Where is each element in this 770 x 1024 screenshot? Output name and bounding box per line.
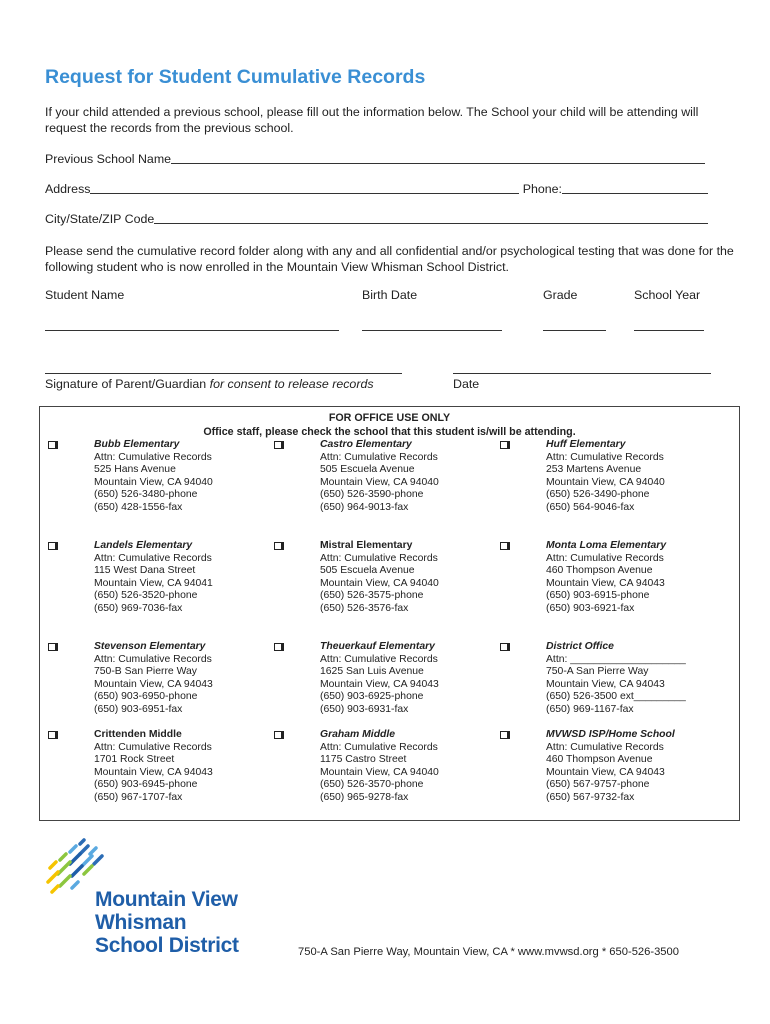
office-subheading: Office staff, please check the school that this student is/will be attending. [203,426,576,438]
school-checkbox[interactable] [48,643,56,654]
school-detail-line: Attn: Cumulative Records [94,552,212,564]
school-detail-line: (650) 965-9278-fax [320,791,409,803]
school-detail-line: (650) 969-7036-fax [94,602,183,614]
school-entry [94,540,213,616]
checkbox-icon [48,542,56,550]
school-name: Mistral Elementary [320,540,413,551]
school-detail-line: Mountain View, CA 94043 [546,577,665,589]
grade-field[interactable] [543,330,606,331]
school-name: Theuerkauf Elementary [320,641,435,652]
school-name: District Office [546,641,614,652]
address-label: Address [45,182,91,196]
school-name: Huff Elementary [546,439,626,450]
office-heading: FOR OFFICE USE ONLY [328,412,451,424]
school-detail-line: Mountain View, CA 94040 [320,577,439,589]
school-year-label: School Year [634,288,701,302]
school-detail-line: (650) 969-1167-fax [546,703,634,715]
school-detail-line: (650) 903-6950-phone [94,691,198,703]
school-detail-line: Attn: Cumulative Records [320,552,438,564]
school-checkbox[interactable] [500,731,508,742]
school-detail-line: (650) 526-3576-fax [320,602,409,614]
school-detail-line: Mountain View, CA 94040 [546,476,665,488]
signature-label-main: Signature of Parent/Guardian [45,377,210,391]
address-row [45,182,708,196]
school-name: Stevenson Elementary [94,641,206,652]
school-checkbox[interactable] [48,441,56,452]
school-entry [320,439,439,515]
phone-label: Phone: [522,182,562,196]
checkbox-icon [274,542,282,550]
date-label: Date [453,377,480,391]
office-use-box [39,406,740,821]
school-detail-line: Attn: Cumulative Records [320,451,438,463]
checkbox-icon [48,441,56,449]
school-name: Landels Elementary [94,540,193,551]
school-detail-line: Mountain View, CA 94040 [320,766,439,778]
school-detail-line: Mountain View, CA 94043 [546,678,665,690]
school-detail-line: (650) 526-3575-phone [320,590,424,602]
birth-date-field[interactable] [362,330,502,331]
school-checkbox[interactable] [500,542,508,553]
school-entry [320,729,439,805]
school-checkbox[interactable] [274,731,282,742]
school-checkbox[interactable] [48,542,56,553]
school-name: Monta Loma Elementary [546,540,667,551]
checkbox-icon [500,731,508,739]
school-detail-line: (650) 903-6921-fax [546,602,635,614]
school-detail-line: (650) 526-3570-phone [320,779,424,791]
school-detail-line: Mountain View, CA 94043 [94,766,213,778]
school-detail-line: Attn: Cumulative Records [546,741,664,753]
school-detail-line: 750-B San Pierre Way [94,666,197,678]
school-detail-line: 505 Escuela Avenue [320,464,415,476]
city-state-zip-label: City/State/ZIP Code [45,212,155,226]
birth-date-label: Birth Date [362,288,418,302]
school-checkbox[interactable] [48,731,56,742]
school-detail-line: (650) 564-9046-fax [546,501,635,513]
address-field[interactable] [90,193,518,194]
school-detail-line: 1701 Rock Street [94,754,175,766]
school-checkbox[interactable] [274,542,282,553]
school-detail-line: Mountain View, CA 94041 [94,577,213,589]
school-checkbox[interactable] [500,441,508,452]
school-detail-line: Attn: Cumulative Records [320,653,438,665]
school-entry [546,641,686,717]
checkbox-icon [48,643,56,651]
page-title: Request for Student Cumulative Records [45,66,426,88]
school-detail-line: (650) 964-9013-fax [320,501,409,513]
city-state-zip-field[interactable] [154,223,708,224]
school-detail-line: 460 Thompson Avenue [546,565,653,577]
previous-school-row [45,152,705,166]
school-detail-line: (650) 526-3520-phone [94,590,198,602]
city-row [45,212,708,226]
school-year-field[interactable] [634,330,704,331]
school-detail-line: (650) 526-3480-phone [94,489,198,501]
date-field[interactable] [453,373,711,374]
signature-label-consent: for consent to release records [209,377,374,391]
checkbox-icon [48,731,56,739]
school-name: Crittenden Middle [94,729,182,740]
intro-text: If your child attended a previous school, please fill out the information below. The School your child will be attending will request the records from the previous school. [45,105,699,135]
school-detail-line: Attn: Cumulative Records [94,741,212,753]
school-detail-line: Mountain View, CA 94043 [94,678,213,690]
phone-field[interactable] [562,193,708,194]
school-entry [320,641,439,717]
school-detail-line: (650) 567-9732-fax [546,791,635,803]
school-detail-line: (650) 567-9757-phone [546,779,650,791]
school-detail-line: 115 West Dana Street [94,565,196,577]
school-entry [546,439,665,515]
school-entry [94,641,213,717]
district-logo-text [95,888,239,957]
school-detail-line: 525 Hans Avenue [94,464,176,476]
school-detail-line: 1625 San Luis Avenue [320,666,424,678]
school-detail-line: (650) 903-6951-fax [94,703,183,715]
school-entry [320,540,439,616]
checkbox-icon [274,441,282,449]
student-name-field[interactable] [45,330,339,331]
school-detail-line: Attn: ____________________ [546,653,686,665]
school-entry [94,729,213,805]
school-detail-line: (650) 967-1707-fax [94,791,183,803]
school-detail-line: (650) 428-1556-fax [94,501,183,513]
previous-school-field[interactable] [171,163,705,164]
school-detail-line: Attn: Cumulative Records [320,741,438,753]
request-text: Please send the cumulative record folder along with any and all confidential and/or psychological testing that was done for the following student who is now enrolled in the Mountain View Whisman School District. [45,244,734,274]
checkbox-icon [500,542,508,550]
school-detail-line: (650) 903-6925-phone [320,691,424,703]
school-detail-line: 750-A San Pierre Way [546,666,649,678]
logo-line-3: School District [95,934,239,957]
school-detail-line: (650) 526-3500 ext_________ [546,691,686,703]
school-detail-line: Mountain View, CA 94040 [320,476,439,488]
footer-address: 750-A San Pierre Way, Mountain View, CA * www.mvwsd.org * 650-526-3500 [298,946,679,958]
school-detail-line: 1175 Castro Street [320,754,407,766]
school-detail-line: Attn: Cumulative Records [94,451,212,463]
school-checkbox[interactable] [274,441,282,452]
school-entry [546,540,666,616]
school-detail-line: Mountain View, CA 94043 [320,678,439,690]
school-detail-line: Mountain View, CA 94040 [94,476,213,488]
school-detail-line: 460 Thompson Avenue [546,754,653,766]
school-detail-line: Attn: Cumulative Records [546,552,664,564]
signature-field[interactable] [45,373,402,374]
checkbox-icon [500,441,508,449]
school-detail-line: (650) 903-6915-phone [546,590,650,602]
school-detail-line: 505 Escuela Avenue [320,565,415,577]
school-detail-line: (650) 903-6945-phone [94,779,198,791]
school-name: Bubb Elementary [94,439,180,450]
checkbox-icon [274,731,282,739]
school-detail-line: 253 Martens Avenue [546,464,642,476]
school-detail-line: (650) 526-3590-phone [320,489,424,501]
school-detail-line: Mountain View, CA 94043 [546,766,665,778]
school-detail-line: Attn: Cumulative Records [94,653,212,665]
school-detail-line: Attn: Cumulative Records [546,451,664,463]
school-detail-line: (650) 526-3490-phone [546,489,650,501]
checkbox-icon [500,643,508,651]
checkbox-icon [274,643,282,651]
school-checkbox[interactable] [500,643,508,654]
school-name: Graham Middle [320,729,396,740]
school-checkbox[interactable] [274,643,282,654]
school-entry [94,439,213,515]
school-detail-line: (650) 903-6931-fax [320,703,409,715]
signature-label [45,377,374,391]
logo-line-1: Mountain View [95,888,238,911]
previous-school-label: Previous School Name [45,152,172,166]
school-name: MVWSD ISP/Home School [546,729,675,740]
school-name: Castro Elementary [320,439,412,450]
school-entry [546,729,675,805]
student-name-label: Student Name [45,288,125,302]
grade-label: Grade [543,288,578,302]
logo-line-2: Whisman [95,911,187,934]
